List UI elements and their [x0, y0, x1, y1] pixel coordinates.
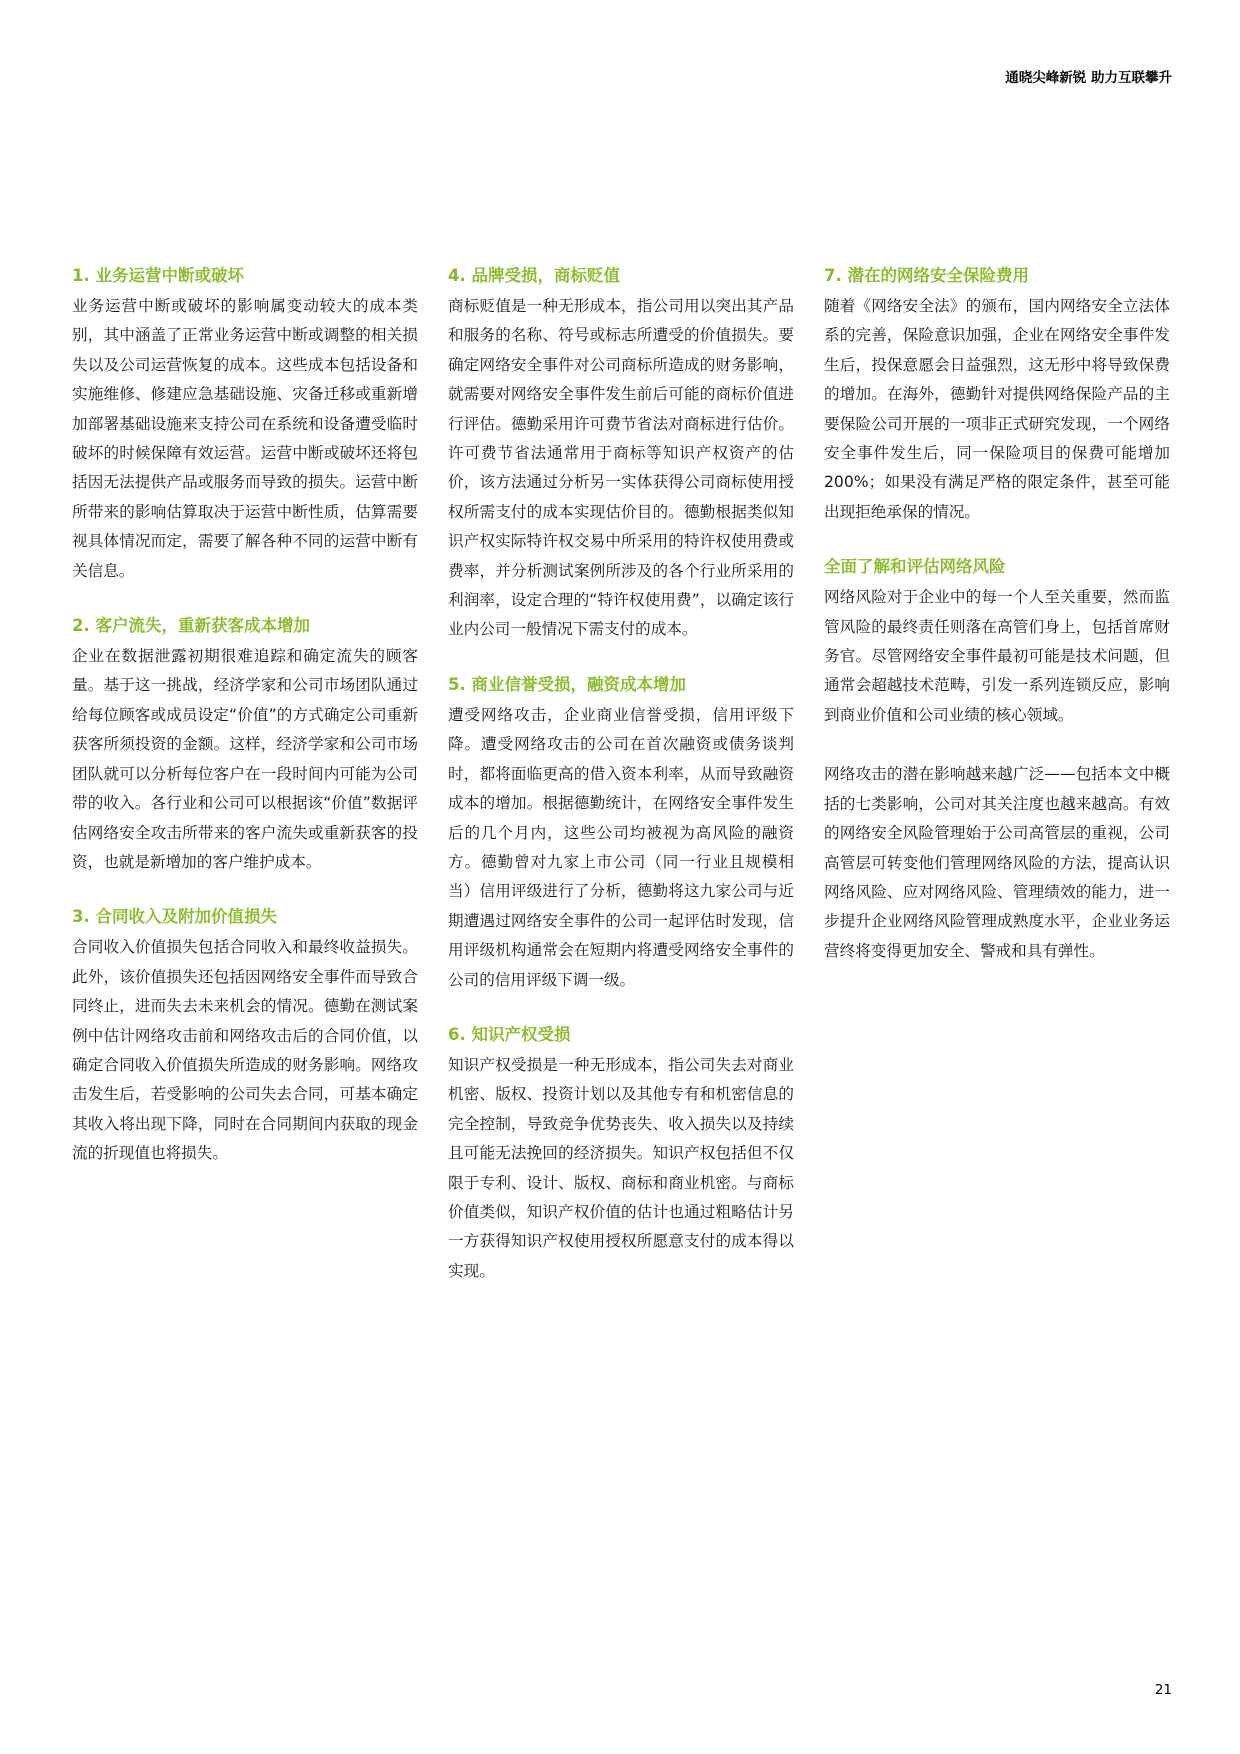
column-2 — [448, 264, 794, 1314]
column-3 — [824, 264, 1170, 994]
section-credit-damage — [448, 673, 794, 995]
section-insurance-cost — [824, 264, 1170, 527]
section-paragraph: 随着《网络安全法》的颁布，国内网络安全立法体系的完善，保险意识加强，企业在网络安全事件发生后，投保意愿会日益强烈，这无形中将导致保费的增加。在海外，德勤针对提供网络保险产品的主要保险公司开展的一项非正式研究发现，一个网络安全事件发生后，同一保险项目的保费可能增加200%；如果没有满足严格的限定条件，甚至可能出现拒绝承保的情况。 — [824, 297, 1170, 521]
section-ip-damage — [448, 1023, 794, 1286]
section-heading: 2. 客户流失，重新获客成本增加 — [72, 616, 310, 636]
section-cyber-risk-assessment — [824, 555, 1170, 966]
section-heading: 7. 潜在的网络安全保险费用 — [824, 266, 1029, 285]
section-paragraph: 遭受网络攻击，企业商业信誉受损，信用评级下降。遭受网络攻击的公司在首次融资或债务谈判时，都将面临更高的借入资本利率，从而导致融资成本的增加。根据德勤统计，在网络安全事件发生后的几个月内，这些公司均被视为高风险的融资方。德勤曾对九家上市公司（同一行业且规模相当）信用评级进行了分析，德勤将这九家公司与近期遭遇过网络安全事件的公司一起评估时发现，信用评级机构通常会在短期内将遭受网络安全事件的公司的信用评级下调一级。 — [448, 705, 794, 989]
section-heading: 4. 品牌受损，商标贬值 — [448, 266, 620, 285]
section-business-disruption — [72, 264, 418, 586]
header-title: 通晓尖峰新锐 助力互联攀升 — [1005, 70, 1172, 86]
section-paragraph: 知识产权受损是一种无形成本，指公司失去对商业机密、版权、投资计划以及其他专有和机密信息的完全控制，导致竞争优势丧失、收入损失以及持续且可能无法挽回的经济损失。知识产权包括但不仅限于专利、设计、版权、商标和商业机密。与商标价值类似，知识产权价值的估计也通过粗略估计另一方获得知识产权使用授权所愿意支付的成本得以实现。 — [448, 1055, 794, 1280]
column-1 — [72, 264, 418, 1197]
section-contract-revenue-loss — [72, 905, 418, 1168]
section-paragraph: 合同收入价值损失包括合同收入和最终收益损失。此外，该价值损失还包括因网络安全事件而导致合同终止，进而失去未来机会的情况。德勤在测试案例中估计网络攻击前和网络攻击后的合同价值，以确定合同收入价值损失所造成的财务影响。网络攻击发生后，若受影响的公司失去合同，可基本确定其收入将出现下降，同时在合同期间内获取的现金流的折现值也将损失。 — [72, 938, 418, 1163]
section-heading: 5. 商业信誉受损，融资成本增加 — [448, 674, 686, 694]
section-paragraph: 商标贬值是一种无形成本，指公司用以突出其产品和服务的名称、符号或标志所遭受的价值损失。要确定网络安全事件对公司商标所造成的财务影响，就需要对网络安全事件发生前后可能的商标价值进行评估。德勤采用许可费节省法对商标进行估价。许可费节省法通常用于商标等知识产权资产的估价，该方法通过分析另一实体获得公司商标使用授权所需支付的成本实现估价目的。德勤根据类似知识产权实际特许权交易中所采用的特许权使用费或费率，并分析测试案例所涉及的各个行业所采用的利润率，设定合理的“特许权使用费”，以确定该行业内公司一般情况下需支付的成本。 — [448, 297, 794, 639]
section-heading: 3. 合同收入及附加价值损失 — [72, 907, 277, 927]
section-heading: 1. 业务运营中断或破坏 — [72, 266, 244, 285]
section-paragraph: 业务运营中断或破坏的影响属变动较大的成本类别，其中涵盖了正常业务运营中断或调整的相关损失以及公司运营恢复的成本。这些成本包括设备和实施维修、修建应急基础设施、灾备迁移或重新增加部署基础设施来支持公司在系统和设备遭受临时破坏的时候保障有效运营。运营中断或破坏还将包括因无法提供产品或服务而导致的损失。运营中断所带来的影响估算取决于运营中断性质，估算需要视具体情况而定，需要了解各种不同的运营中断有关信息。 — [72, 297, 418, 580]
page-number: 21 — [1154, 1682, 1172, 1698]
section-brand-damage — [448, 264, 794, 645]
section-heading: 全面了解和评估网络风险 — [824, 557, 1006, 577]
section-customer-loss — [72, 614, 418, 877]
section-heading: 6. 知识产权受损 — [448, 1024, 571, 1044]
section-paragraph: 网络风险对于企业中的每一个人至关重要，然而监管风险的最终责任则落在高管们身上，包括首席财务官。尽管网络安全事件最初可能是技术问题，但通常会超越技术范畴，引发一系列连锁反应，影响到商业价值和公司业绩的核心领域。 — [824, 588, 1170, 724]
section-paragraph: 企业在数据泄露初期很难追踪和确定流失的顾客量。基于这一挑战，经济学家和公司市场团队通过给每位顾客或成员设定“价值”的方式确定公司重新获客所须投资的金额。这样，经济学家和公司市场团队就可以分析每位客户在一段时间内可能为公司带的收入。各行业和公司可以根据该“价值”数据评估网络安全攻击所带来的客户流失或重新获客的投资，也就是新增加的客户维护成本。 — [72, 647, 418, 871]
section-paragraph: 网络攻击的潜在影响越来越广泛——包括本文中概括的七类影响，公司对其关注度也越来越高。有效的网络安全风险管理始于公司高管层的重视，公司高管层可转变他们管理网络风险的方法，提高认识网络风险、应对网络风险、管理绩效的能力，进一步提升企业网络风险管理成熟度水平，企业业务运营终将变得更加安全、警戒和具有弹性。 — [824, 765, 1170, 960]
